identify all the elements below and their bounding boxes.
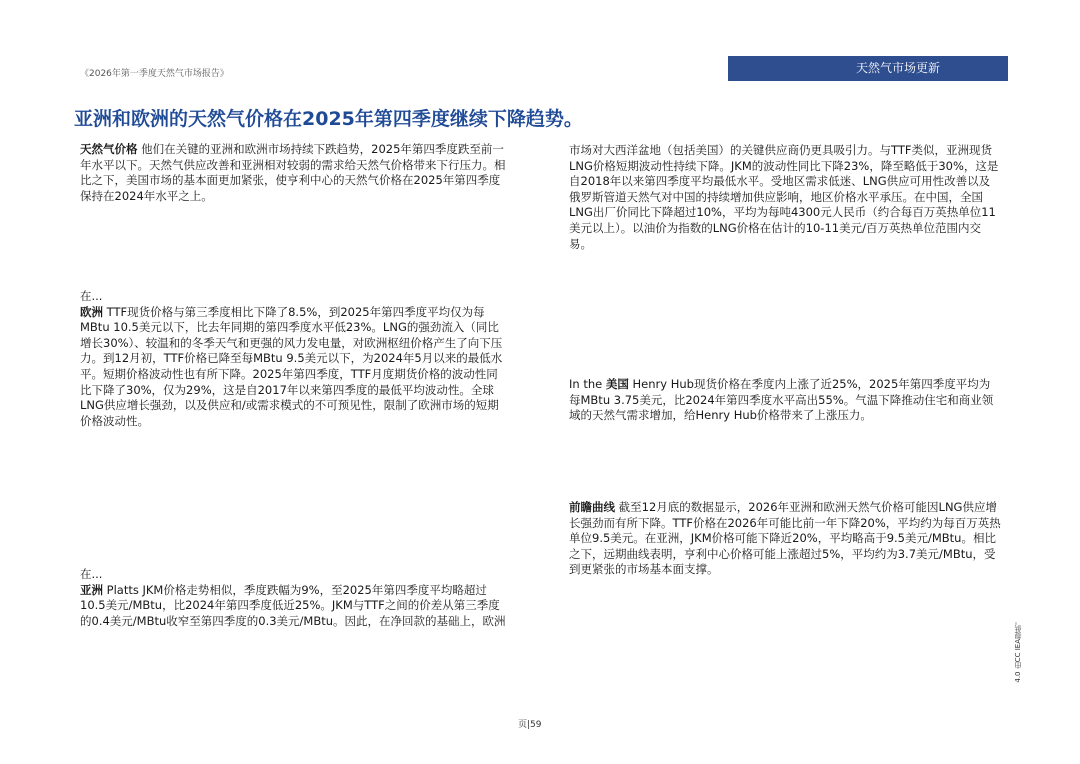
- intro-text: 他们在关键的亚洲和欧洲市场持续下跌趋势，2025年第四季度跌至前一年水平以下。天然气供应改善和亚洲相对较弱的需求给天然气价格带来下行压力。相比之下，美国市场的基本面更加紧张，使亨利中心的天然气价格在2025年第四季度保持在2024年水平之上。: [80, 142, 506, 203]
- section-banner: 天然气市场更新: [728, 56, 1008, 81]
- intro-paragraph: [80, 142, 508, 204]
- asia-continued-paragraph: 市场对大西洋盆地（包括美国）的关键供应商仍更具吸引力。与TTF类似，亚洲现货LNG价格短期波动性持续下降。JKM的波动性同比下降23%，降至略低于30%，这是自2018年以来第四季度平均最低水平。受地区需求低迷、LNG供应可用性改善以及俄罗斯管道天然气对中国的持续增加供应影响，地区价格水平承压。在中国，全国LNG出厂价同比下降超过10%，平均为每吨4300元人民币（约合每百万英热单位11美元以上）。以油价为指数的LNG价格在估计的10-11美元/百万英热单位范围内交易。: [569, 143, 999, 251]
- europe-keyword: 欧洲: [80, 304, 103, 319]
- page-headline: 亚洲和欧洲的天然气价格在2025年第四季度继续下降趋势。: [74, 108, 583, 130]
- europe-prefix: 在...: [80, 289, 103, 303]
- us-prefix: In the: [569, 377, 606, 391]
- europe-paragraph: [80, 289, 508, 429]
- us-keyword: 美国: [605, 377, 629, 391]
- page-number: 页|59: [518, 720, 542, 730]
- asia-text: Platts JKM价格走势相似，季度跌幅为9%，至2025年第四季度平均略超过10.5美元/MBtu，比2024年第四季度低近25%。JKM与TTF之间的价差从第三季度的0.4美元/MBtu收窄至第四季度的0.3美元/MBtu。因此，在净回款的基础上，欧洲: [80, 582, 506, 628]
- asia-prefix: 在...: [80, 567, 103, 581]
- forward-text: 截至12月底的数据显示，2026年亚洲和欧洲天然气价格可能因LNG供应增长强劲而有所下降。TTF价格在2026年可能比前一年下降20%，平均约为每百万英热单位9.5美元。在亚洲，JKM价格可能下降近20%，平均略高于9.5美元/MBtu。相比之下，远期曲线表明，亨利中心价格可能上涨超过5%，平均约为3.7美元/MBtu，受到更紧张的市场基本面支撑。: [569, 500, 1001, 577]
- license-note: 4.0 由CC IEA提供。: [1014, 618, 1022, 683]
- us-paragraph: [569, 377, 1001, 424]
- report-title: 《2026年第一季度天然气市场报告》: [80, 69, 229, 79]
- forward-keyword: 前瞻曲线: [569, 500, 615, 514]
- forward-curve-paragraph: [569, 500, 1001, 578]
- us-text: Henry Hub现货价格在季度内上涨了近25%，2025年第四季度平均为每MBtu 3.75美元，比2024年第四季度水平高出55%。气温下降推动住宅和商业领域的天然气需求增加，给Henry Hub价格带来了上涨压力。: [569, 377, 994, 423]
- asia-keyword: 亚洲: [80, 582, 103, 597]
- asia-paragraph: [80, 567, 508, 629]
- intro-keyword: 天然气价格: [80, 142, 138, 156]
- europe-text: TTF现货价格与第三季度相比下降了8.5%，到2025年第四季度平均仅为每MBtu 10.5美元以下，比去年同期的第四季度水平低23%。LNG的强劲流入（同比增长30%）、较温和的冬季天气和更强的风力发电量，对欧洲枢纽价格产生了向下压力。到12月初，TTF价格已降至每MBtu 9.5美元以下，为2024年5月以来的最低水平。短期价格波动性也有所下降。2025年第四季度，TTF月度期货价格的波动性同比下降了30%，仅为29%，这是自2017年以来第四季度的最低平均波动性。全球LNG供应增长强劲，以及供应和/或需求模式的不可预见性，限制了欧洲市场的短期价格波动性。: [80, 304, 503, 428]
